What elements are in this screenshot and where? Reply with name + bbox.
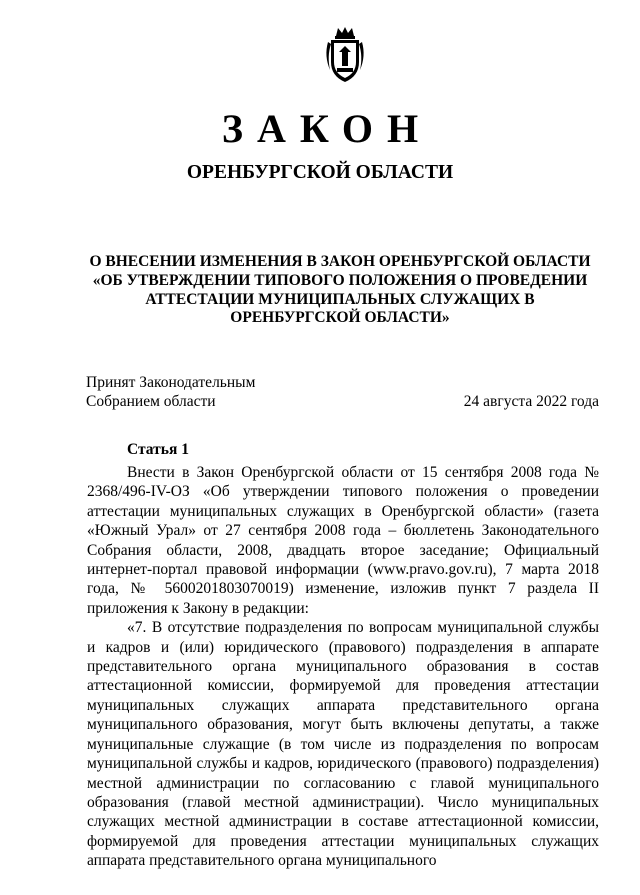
adoption-info: [86, 373, 255, 411]
article-heading: Статья 1: [127, 441, 189, 458]
paragraph-1: Внести в Закон Оренбургской области от 15 сентября 2008 года № 2368/496-IV-ОЗ «Об утверждении типового положения о проведении аттестации муниципальных служащих в Оренбургской области» (газета «Южный Урал» от 27 сентября 2008 года – бюллетень Законодательного Собрания области, 2008, двадцать второе заседание; Официальный интернет-портал правовой информации (www.pravo.gov.ru), 7 марта 2018 года, № 5600201803070019) изменение, изложив пункт 7 раздела II приложения к Закону в редакции:: [87, 464, 599, 617]
paragraph-2: «7. В отсутствие подразделения по вопросам муниципальной службы и кадров и (или) юридического (правового) подразделения в аппарате представительного органа муниципального образования в состав аттестационной комиссии, формируемой для проведения аттестации муниципальных служащих аппарата представительного органа муниципального образования, могут быть включены депутаты, а также муниципальные служащие (в том числе из подразделения по вопросам муниципальной службы и кадров, юридического (правового) подразделения) местной администрации по согласованию с главой муниципального образования (главой местной администрации). Число муниципальных служащих местной администрации в составе аттестационной комиссии, формируемой для проведения аттестации муниципальных служащих аппарата представительного органа муниципального: [87, 619, 599, 870]
law-subject: О ВНЕСЕНИИ ИЗМЕНЕНИЯ В ЗАКОН ОРЕНБУРГСКОЙ ОБЛАСТИ «ОБ УТВЕРЖДЕНИИ ТИПОВОГО ПОЛОЖЕНИЯ О ПРОВЕДЕНИИ АТТЕСТАЦИИ МУНИЦИПАЛЬНЫХ СЛУЖАЩИХ В ОРЕНБУРГСКОЙ ОБЛАСТИ»: [89, 253, 591, 327]
article-body: [87, 463, 599, 871]
coat-of-arms-icon: [322, 26, 368, 84]
adopted-line-2: Собранием области: [86, 393, 216, 410]
region-title: ОРЕНБУРГСКОЙ ОБЛАСТИ: [186, 162, 454, 183]
adoption-date: 24 августа 2022 года: [463, 393, 599, 410]
adopted-line-1: Принят Законодательным: [86, 374, 256, 391]
law-title: ЗАКОН: [221, 106, 433, 151]
